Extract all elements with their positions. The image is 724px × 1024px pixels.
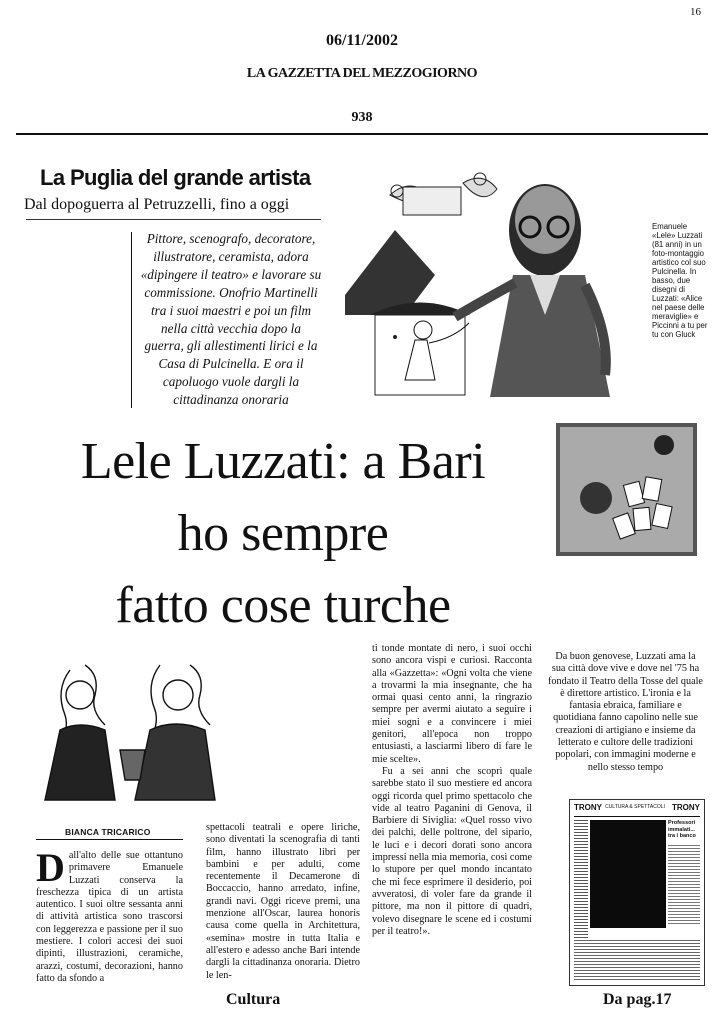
newspaper-name: LA GAZZETTA DEL MEZZOGIORNO	[246, 66, 478, 81]
standfirst-rule	[131, 232, 132, 408]
photo-caption: Emanuele «Lele» Luzzati (81 anni) in un foto-montaggio artistico col suo Pulcinella. In basso, due disegni di Luzzati: «Alice nel paese delle meraviglie» e Piccinni a tu per tu con Gluck	[652, 222, 708, 339]
cover-rule	[574, 816, 700, 817]
kicker-rule	[26, 219, 321, 220]
cover-text-right	[668, 845, 700, 925]
subkicker: Dal dopoguerra al Petruzzelli, fino a oggi	[24, 196, 290, 213]
issue-date: 06/11/2002	[325, 32, 398, 49]
cover-teaser: Professori immalati... tra i banco	[668, 820, 696, 839]
footer-continued: Da pag.17	[603, 991, 672, 1008]
byline-rule	[36, 839, 183, 840]
pulcinella-sign-illustration	[390, 173, 497, 215]
headline-line-1: Lele Luzzati: a Bari	[80, 433, 486, 490]
article-text-1: all'alto delle sue ottantuno primavere Emanuele Luzzati conserva la freschezza tipica di un artista autentico. I suoi oltre sessanta anni di attività artistica sono trascorsi con leggerezza e passione per il suo mestiere. I colori accesi dei suoi dipinti, illustrazioni, ceramiche, arazzi, costumi, decorazioni, hanno fatto da sfondo a	[36, 850, 183, 984]
kicker: La Puglia del grande artista	[40, 165, 311, 190]
article-text-3b: Fu a sei anni che scoprì quale sarebbe stato il suo mestiere ed ancora oggi ricorda quel primo spettacolo che vide al teatro Paganini di Genova, il Barbiere di Siviglia: «Quel rosso vivo dei palchi, delle poltrone, del sipario, le luci e i decori dorati sono ancora impressi nella mia memoria, così come lo stupore per quel mondo incantato che mi fece esprimere il desiderio, poi avveratosi, di voler fare da grande il pittore, ma non il pittore di quadri, volevo disegnare le scene ed i costumi per il teatro!».	[372, 765, 532, 937]
piccinni-gluck-drawing	[40, 640, 225, 815]
article-text-3a: ti tonde montate di nero, i suoi occhi sono ancora vispi e curiosi. Racconta alla «Gazzetta»: «Ogni volta che viene a trovarmi la mia insegnante, che ha ormai quasi cento anni, la ringrazio sempre per avermi aiutato a seguire i miei sogni e a convincere i miei genitori, all'epoca non troppo entusiasti, a lasciarmi libero di fare le mie scelte».	[372, 643, 532, 765]
cover-brand-left: TRONY	[574, 803, 602, 812]
luzzati-photomontage	[345, 165, 647, 397]
alice-cards-drawing	[556, 423, 697, 556]
headline	[18, 426, 548, 642]
article-column-2	[206, 822, 360, 982]
header-rule	[16, 133, 708, 135]
clipping-code: 938	[351, 110, 373, 125]
standfirst: Pittore, scenografo, decoratore, illustratore, ceramista, adora «dipingere il teatro» e lavorare su commissione. Onofrio Martinelli tra i suoi maestri e poi un film nella città vecchia dopo la guerra, gli allestimenti lirici e la Casa di Pulcinella. E ora il capoluogo vuole dargli la cittadinanza onoraria	[140, 231, 322, 408]
page-number: 16	[690, 6, 701, 18]
cover-brand-right: TRONY	[672, 803, 700, 812]
article-text-2: spettacoli teatrali e opere liriche, sono diventati la scenografia di tanti film, hanno illustrato libri per bambini e per adulti, come recentemente il Decamerone di Boccaccio, hanno arredato, infine, grandi navi. Oggi riceve premi, una menzione all'Oscar, laurea honoris causa come quella in Architettura, «semina» mostre in tutta Italia e all'estero e adesso anche Bari intende dargli la cittadinanza onoraria. Dietro le len-	[206, 822, 360, 981]
cover-section: CULTURA & SPETTACOLI	[605, 804, 665, 810]
article-column-1	[36, 845, 183, 985]
cover-photo	[590, 820, 666, 928]
footer-section: Cultura	[226, 991, 281, 1008]
cover-text-bottom	[574, 940, 700, 981]
newspaper-cover-thumbnail	[569, 799, 705, 986]
luzzati-figure	[455, 184, 610, 397]
article-column-4	[548, 651, 703, 774]
cover-text-strip	[574, 820, 588, 940]
headline-line-3: fatto cose turche	[115, 577, 451, 634]
byline: BIANCA TRICARICO	[65, 827, 151, 837]
article-text-4: Da buon genovese, Luzzati ama la sua città dove vive e dove nel '75 ha fondato il Teatro della Tosse del quale è direttore artistico. L'ironia e la fantasia ebraica, familiare e quotidiana fanno capolino nelle sue creazioni di artigiano e insieme da letterato e cultore delle tradizioni popolari, con immagini moderne e nello stesso tempo	[548, 651, 703, 773]
article-column-3	[372, 643, 532, 938]
dropcap: D	[36, 845, 65, 890]
headline-line-2: ho sempre	[177, 505, 389, 562]
